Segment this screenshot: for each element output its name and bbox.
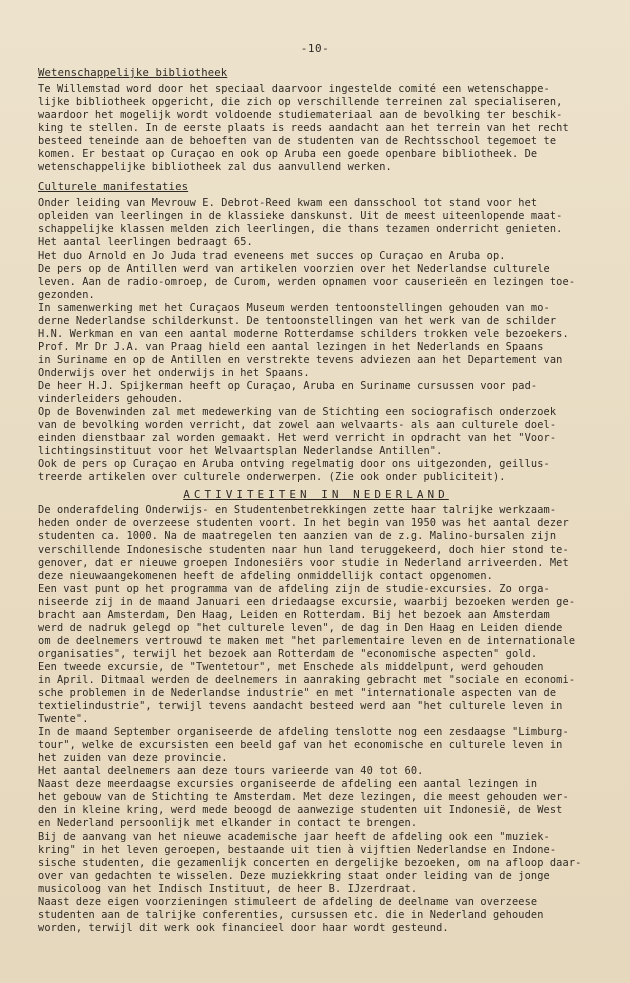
text-line: Te Willemstad word door het speciaal daarvoor ingestelde comité een wetenschappe- xyxy=(38,83,550,95)
text-line: In samenwerking met het Curaçaos Museum werden tentoonstellingen gehouden van mo- xyxy=(38,301,550,314)
paragraph xyxy=(38,831,594,896)
text-line: worden, terwijl dit werk ook financieel door haar wordt gesteund. xyxy=(38,921,449,934)
paragraph xyxy=(38,406,594,458)
text-line: opleiden van leerlingen in de klassieke danskunst. Uit de meest uiteenlopende maat- xyxy=(38,210,563,223)
paragraph xyxy=(38,896,594,935)
text-line: Het aantal deelnemers aan deze tours varieerde van 40 tot 60. xyxy=(38,765,424,778)
text-line: genover, dat er nieuwe groepen Indonesiërs voor studie in Nederland arriveerden. Met xyxy=(38,556,569,569)
text-line: Bij de aanvang van het nieuwe academische jaar heeft de afdeling ook een "muziek- xyxy=(38,830,550,843)
text-line: lijke bibliotheek opgericht, die zich op verschillende terreinen zal specialiseren, xyxy=(38,96,563,109)
paragraph xyxy=(38,250,594,263)
document-body xyxy=(38,66,594,935)
text-line: king te stellen. In de eerste plaats is reeds aandacht aan het terrein van het recht xyxy=(38,122,569,135)
paragraph xyxy=(38,83,594,174)
text-line: werd de nadruk gelegd op "het culturele leven", de dag in Den Haag en Leiden diende xyxy=(38,621,563,634)
text-line: Onderwijs over het onderwijs in het Spaans. xyxy=(38,366,310,379)
text-line: leven. Aan de radio-omroep, de Curom, werden opnamen voor causerieën en lezingen toe- xyxy=(38,275,576,288)
text-line: In de maand September organiseerde de afdeling tenslotte nog een zesdaagse "Limburg- xyxy=(38,726,569,739)
text-line: heden onder de overzeese studenten voort. In het begin van 1950 was het aantal dezer xyxy=(38,517,569,530)
text-line: om de deelnemers vertrouwd te maken met "het parlementaire leven en de internationale xyxy=(38,634,576,647)
text-line: schappelijke klassen melden zich leerlingen, die thans tezamen onderricht genieten. xyxy=(38,223,563,236)
text-line: waardoor het mogelijk wordt voldoende studiemateriaal aan de bevolking ter beschik- xyxy=(38,109,563,122)
text-line: derne Nederlandse schilderkunst. De tentoonstellingen van het werk van de schilder xyxy=(38,314,557,327)
text-line: musicoloog van het Indisch Instituut, de heer B. IJzerdraat. xyxy=(38,882,418,895)
section-bibliotheek xyxy=(38,66,594,174)
text-line: kring" in het leven geroepen, bestaande uit tien à vijftien Nederlandse en Indone- xyxy=(38,843,557,856)
paragraph xyxy=(38,726,594,765)
text-line: in April. Ditmaal werden de deelnemers in aanraking gebracht met "sociale en economi- xyxy=(38,673,576,686)
text-line: gezonden. xyxy=(38,288,95,301)
text-line: wetenschappelijke bibliotheek zal dus aanvullend werken. xyxy=(38,161,392,174)
text-line: De onderafdeling Onderwijs- en Studentenbetrekkingen zette haar talrijke werkzaam- xyxy=(38,504,557,517)
text-line: Het aantal leerlingen bedraagt 65. xyxy=(38,236,253,249)
text-line: niseerde zij in de maand Januari een driedaagse excursie, waarbij bezoeken werden ge- xyxy=(38,595,576,608)
text-line: deze nieuwaangekomenen heeft de afdeling onmiddellijk contact opgenomen. xyxy=(38,569,493,582)
text-line: komen. Er bestaat op Curaçao en ook op Aruba een goede openbare bibliotheek. De xyxy=(38,148,538,161)
section-banner-activiteiten: ACTIVITEITEN IN NEDERLAND xyxy=(183,488,449,502)
text-line: Twente". xyxy=(38,713,89,726)
text-line: Ook de pers op Curaçao en Aruba ontving regelmatig door ons uitgezonden, geillus- xyxy=(38,458,550,471)
section-activiteiten xyxy=(38,488,594,935)
text-line: Prof. Mr Dr J.A. van Praag hield een aantal lezingen in het Nederlands en Spaans xyxy=(38,340,544,353)
text-line: den in kleine kring, werd mede beoogd de aanwezige studenten uit Indonesië, de West xyxy=(38,804,563,817)
text-line: H.N. Werkman en van een aantal moderne Rotterdamse schilders trokken vele bezoekers. xyxy=(38,327,569,340)
text-line: vinderleiders gehouden. xyxy=(38,393,184,406)
text-line: De pers op de Antillen werd van artikelen voorzien over het Nederlandse culturele xyxy=(38,262,550,275)
text-line: Het duo Arnold en Jo Juda trad eveneens met succes op Curaçao en Aruba op. xyxy=(38,249,506,262)
text-line: van de bevolking worden verricht, dat zowel aan welvaarts- als aan culturele doel- xyxy=(38,419,557,432)
paragraph xyxy=(38,778,594,830)
paragraph xyxy=(38,661,594,726)
text-line: studenten ca. 1000. Na de maatregelen ten aanzien van de z.g. Malino-bursalen zijn xyxy=(38,530,557,543)
text-line: over van gedachten te wisselen. Deze muziekkring staat onder leiding van de jonge xyxy=(38,869,550,882)
text-line: De heer H.J. Spijkerman heeft op Curaçao, Aruba en Suriname cursussen voor pad- xyxy=(38,379,538,392)
text-line: besteed teneinde aan de behoeften van de studenten van de Rechtsschool tegemoet te xyxy=(38,135,557,148)
text-line: einden dienstbaar zal worden gemaakt. Het werd verricht in opdracht van het "Voor- xyxy=(38,432,557,445)
paragraph xyxy=(38,765,594,778)
text-line: Op de Bovenwinden zal met medewerking van de Stichting een sociografisch onderzoek xyxy=(38,406,557,419)
text-line: studenten aan de talrijke conferenties, cursussen etc. die in Nederland gehouden xyxy=(38,908,544,921)
text-line: tour", welke de excursisten een beeld gaf van het economische en culturele leven in xyxy=(38,739,563,752)
text-line: in Suriname en op de Antillen en verstrekte tevens adviezen aan het Departement van xyxy=(38,353,563,366)
paragraph xyxy=(38,504,594,582)
section-heading-culturele: Culturele manifestaties xyxy=(38,181,189,194)
text-line: Een vast punt op het programma van de afdeling zijn de studie-excursies. Zo orga- xyxy=(38,582,550,595)
text-line: sche problemen in de Nederlandse industrie" en met "internationale aspecten van de xyxy=(38,687,557,700)
section-culturele xyxy=(38,180,594,484)
text-line: Een tweede excursie, de "Twentetour", met Enschede als middelpunt, werd gehouden xyxy=(38,660,544,673)
paragraph xyxy=(38,197,594,249)
text-line: en Nederland persoonlijk met elkander in contact te brengen. xyxy=(38,817,418,830)
paragraph xyxy=(38,380,594,406)
text-line: Onder leiding van Mevrouw E. Debrot-Reed kwam een dansschool tot stand voor het xyxy=(38,197,538,210)
text-line: textielindustrie", terwijl tevens aandacht besteed werd aan "het culturele leven in xyxy=(38,700,563,713)
page-number: -10- xyxy=(300,42,330,55)
text-line: Naast deze eigen voorzieningen stimuleert de afdeling de deelname van overzeese xyxy=(38,895,538,908)
text-line: sische studenten, die gezamenlijk concerten en dergelijke bezoeken, om na afloop daar- xyxy=(38,856,582,869)
paragraph xyxy=(38,583,594,661)
section-heading-bibliotheek: Wetenschappelijke bibliotheek xyxy=(38,67,228,79)
text-line: het zuiden van deze provincie. xyxy=(38,752,228,765)
paragraph xyxy=(38,302,594,380)
paragraph xyxy=(38,263,594,302)
text-line: treerde artikelen over culturele onderwerpen. (Zie ook onder publiciteit). xyxy=(38,471,506,484)
text-line: organisaties", terwijl het bezoek aan Rotterdam de "economische aspecten" gold. xyxy=(38,647,538,660)
text-line: lichtingsinstituut voor het Welvaartsplan Nederlandse Antillen". xyxy=(38,445,443,458)
text-line: Naast deze meerdaagse excursies organiseerde de afdeling een aantal lezingen in xyxy=(38,778,538,791)
text-line: bracht aan Amsterdam, Den Haag, Leiden en Rotterdam. Bij het bezoek aan Amsterdam xyxy=(38,608,550,621)
text-line: het gebouw van de Stichting te Amsterdam. Met deze lezingen, die meest gehouden wer- xyxy=(38,791,569,804)
paragraph xyxy=(38,458,594,484)
text-line: verschillende Indonesische studenten naar hun land teruggekeerd, doch hier stond te- xyxy=(38,543,569,556)
